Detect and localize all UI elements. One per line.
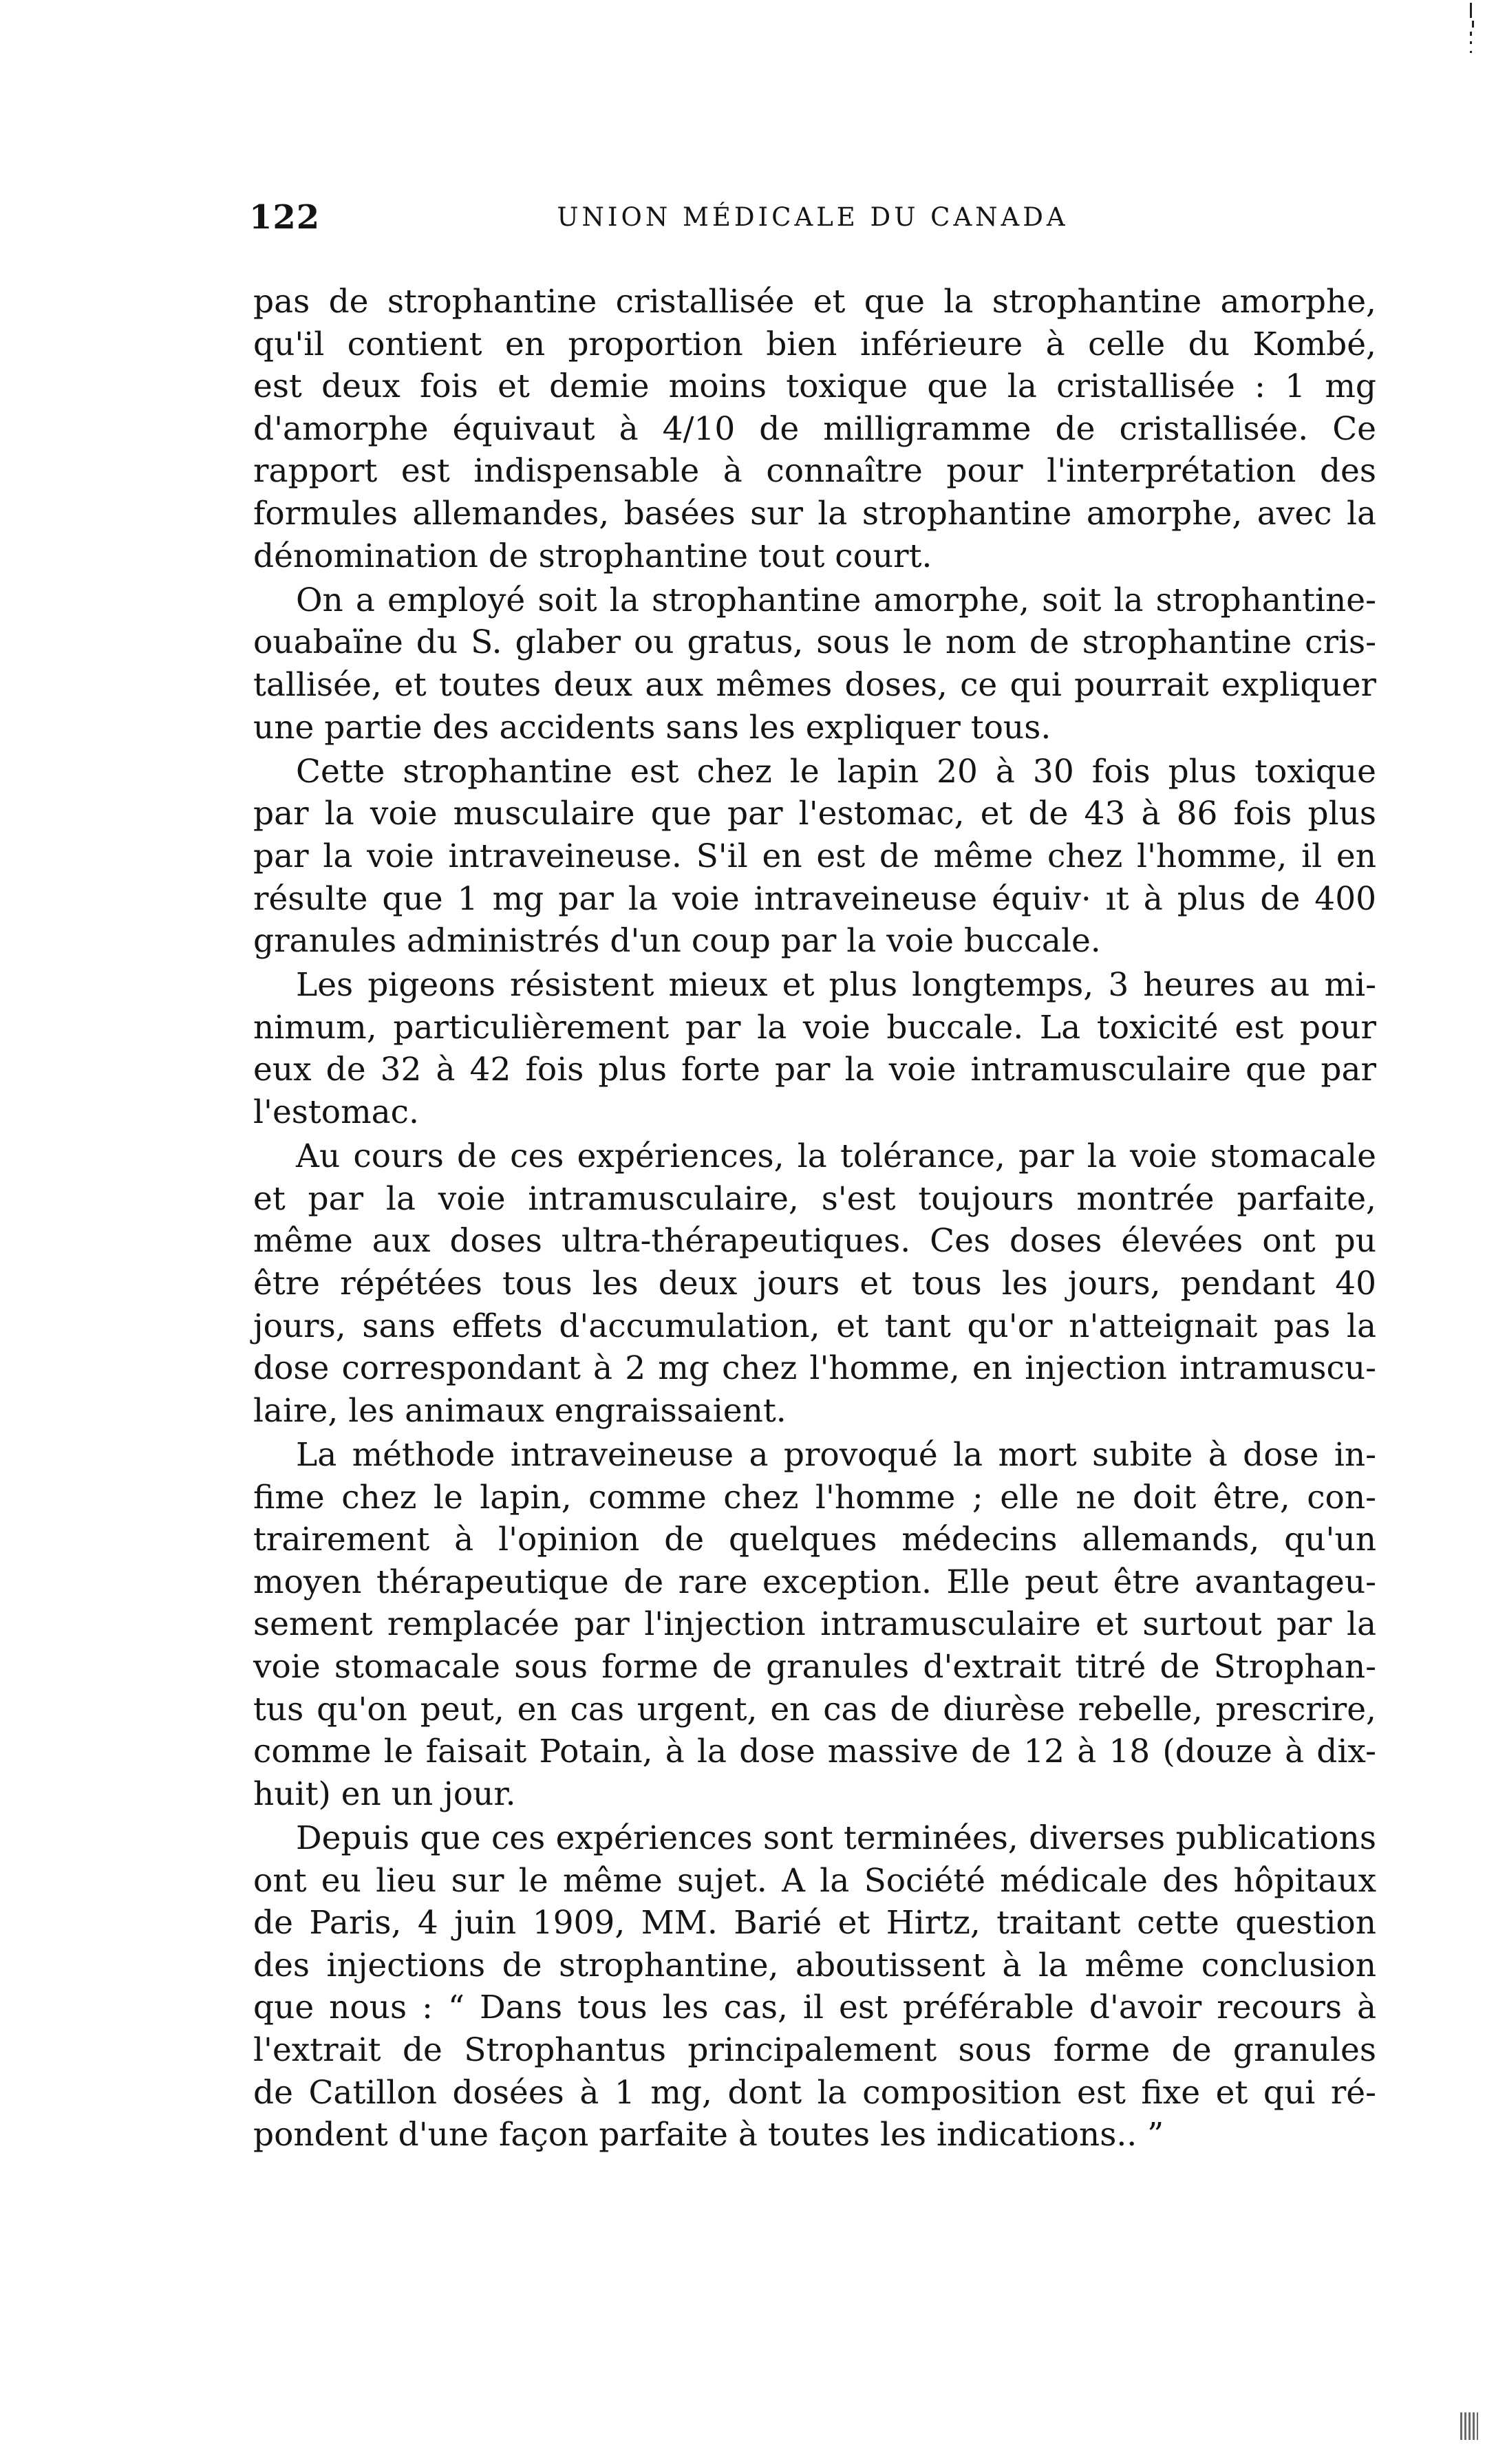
- text-line: eux de 32 à 42 fois plus forte par la voie intramusculaire que par: [253, 1051, 1376, 1089]
- scan-artifact-bottom: [1460, 2412, 1478, 2440]
- text-line: que nous : “ Dans tous les cas, il est préférable d'avoir recours à: [253, 1989, 1376, 2027]
- text-line: ont eu lieu sur le même sujet. A la Société médicale des hôpitaux: [253, 1861, 1376, 1900]
- text-line: Cette strophantine est chez le lapin 20 à 30 fois plus toxique: [296, 752, 1376, 791]
- scan-artifact-top: [1464, 0, 1477, 62]
- text-line: tus qu'on peut, en cas urgent, en cas de diurèse rebelle, prescrire,: [253, 1690, 1376, 1728]
- text-line: de Paris, 4 juin 1909, MM. Barié et Hirtz, traitant cette question: [253, 1904, 1376, 1942]
- text-line: trairement à l'opinion de quelques médecins allemands, qu'un: [253, 1521, 1376, 1559]
- paragraph: [253, 1817, 1376, 2156]
- text-line: fime chez le lapin, comme chez l'homme ; elle ne doit être, con-: [253, 1478, 1376, 1517]
- text-line: dénomination de strophantine tout court.: [253, 537, 932, 575]
- text-line: Les pigeons résistent mieux et plus longtemps, 3 heures au mi-: [296, 966, 1376, 1005]
- text-line: de Catillon dosées à 1 mg, dont la composition est fixe et qui ré-: [253, 2073, 1376, 2112]
- text-line: sement remplacée par l'injection intramusculaire et surtout par la: [253, 1605, 1376, 1644]
- text-line: dose correspondant à 2 mg chez l'homme, en injection intramuscu-: [253, 1349, 1376, 1388]
- text-line: qu'il contient en proportion bien inférieure à celle du Kombé,: [253, 325, 1376, 363]
- text-line: granules administrés d'un coup par la voie buccale.: [253, 922, 1101, 961]
- text-line: On a employé soit la strophantine amorphe, soit la strophantine-: [296, 581, 1376, 619]
- text-line: voie stomacale sous forme de granules d'extrait titré de Strophan-: [253, 1647, 1376, 1686]
- text-line: l'estomac.: [253, 1093, 419, 1132]
- paragraph: [253, 1135, 1376, 1432]
- text-line: La méthode intraveineuse a provoqué la mort subite à dose in-: [296, 1436, 1376, 1474]
- text-line: est deux fois et demie moins toxique que la cristallisée : 1 mg: [253, 367, 1376, 406]
- text-line: rapport est indispensable à connaître pour l'interprétation des: [253, 452, 1376, 491]
- text-line: jours, sans effets d'accumulation, et tant qu'or n'atteignait pas la: [253, 1307, 1376, 1345]
- text-line: formules allemandes, basées sur la strophantine amorphe, avec la: [253, 494, 1376, 533]
- text-line: et par la voie intramusculaire, s'est toujours montrée parfaite,: [253, 1179, 1376, 1218]
- text-line: nimum, particulièrement par la voie buccale. La toxicité est pour: [253, 1008, 1376, 1047]
- text-line: huit) en un jour.: [253, 1775, 516, 1813]
- text-line: résulte que 1 mg par la voie intraveineuse équiv· ıt à plus de 400: [253, 879, 1376, 918]
- body-text: [253, 281, 1376, 2158]
- text-line: laire, les animaux engraissaient.: [253, 1391, 787, 1430]
- text-line: pondent d'une façon parfaite à toutes les indications.. ”: [253, 2116, 1164, 2154]
- paragraph: [253, 1434, 1376, 1815]
- paragraph: [253, 964, 1376, 1133]
- page-number: 122: [249, 198, 321, 237]
- text-line: d'amorphe équivaut à 4/10 de milligramme de cristallisée. Ce: [253, 409, 1376, 448]
- paragraph: [253, 281, 1376, 577]
- text-line: Depuis que ces expériences sont terminées, diverses publications: [296, 1819, 1376, 1857]
- text-line: Au cours de ces expériences, la tolérance, par la voie stomacale: [296, 1137, 1376, 1176]
- text-line: des injections de strophantine, aboutissent à la même conclusion: [253, 1946, 1376, 1984]
- text-line: par la voie musculaire que par l'estomac, et de 43 à 86 fois plus: [253, 795, 1376, 833]
- paragraph: [253, 579, 1376, 749]
- text-line: même aux doses ultra-thérapeutiques. Ces doses élevées ont pu: [253, 1222, 1376, 1261]
- text-line: moyen thérapeutique de rare exception. Elle peut être avantageu-: [253, 1563, 1376, 1601]
- text-line: par la voie intraveineuse. S'il en est de même chez l'homme, il en: [253, 837, 1376, 875]
- text-line: une partie des accidents sans les expliquer tous.: [253, 708, 1051, 747]
- running-title: UNION MÉDICALE DU CANADA: [557, 202, 1069, 232]
- text-line: tallisée, et toutes deux aux mêmes doses, ce qui pourrait expliquer: [253, 665, 1376, 704]
- text-line: comme le faisait Potain, à la dose massive de 12 à 18 (douze à dix-: [253, 1733, 1376, 1771]
- text-line: ouabaïne du S. glaber ou gratus, sous le nom de strophantine cris-: [253, 623, 1376, 662]
- text-line: pas de strophantine cristallisée et que la strophantine amorphe,: [253, 283, 1376, 321]
- paragraph: [253, 751, 1376, 963]
- page-header: [249, 198, 1376, 246]
- text-line: être répétées tous les deux jours et tous les jours, pendant 40: [253, 1265, 1376, 1303]
- text-line: l'extrait de Strophantus principalement sous forme de granules: [253, 2031, 1376, 2069]
